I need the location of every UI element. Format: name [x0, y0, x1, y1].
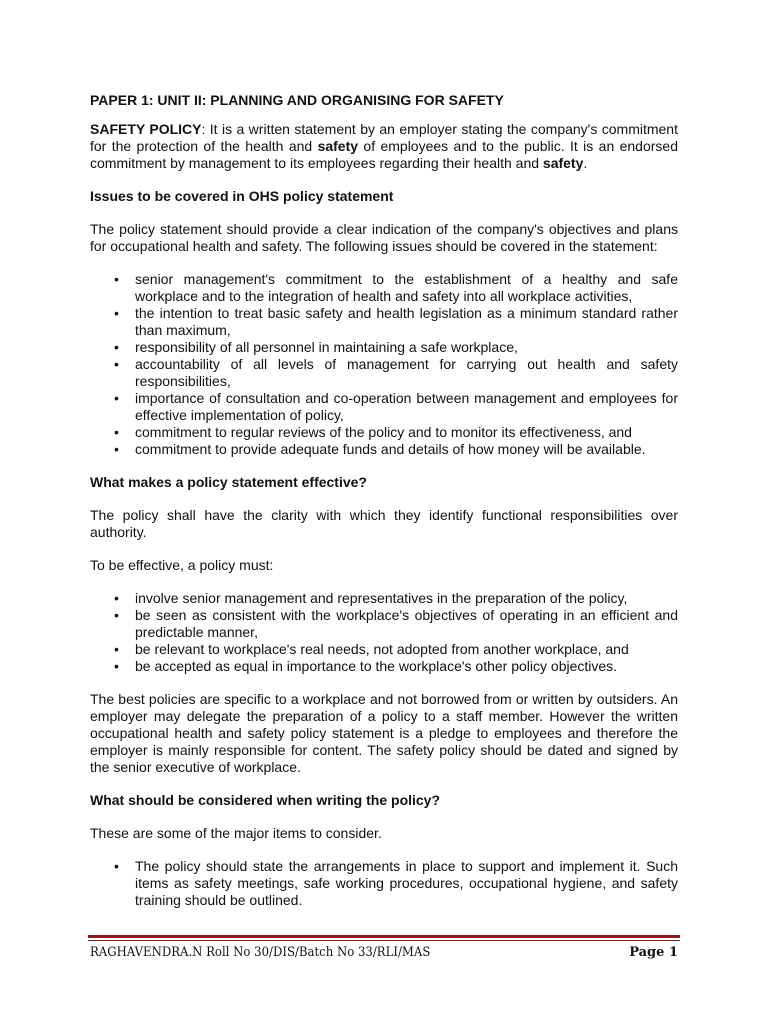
list-item-text: The policy should state the arrangements in place to support and implement it. Such items as safety meetings, safe working procedures, occupational hygiene, and safety training should be outlined.: [135, 858, 678, 908]
list-item: [90, 641, 678, 658]
page-number: Page 1: [629, 945, 678, 960]
footer-author: RAGHAVENDRA.N Roll No 30/DIS/Batch No 33/RLI/MAS: [90, 945, 431, 960]
list-item-text: accountability of all levels of management for carrying out health and safety responsibilities,: [135, 356, 678, 389]
section1-heading: Issues to be covered in OHS policy statement: [90, 188, 394, 204]
list-item: [90, 607, 678, 641]
footer-divider-thick: [88, 935, 680, 938]
intro-text-3: .: [583, 155, 588, 171]
list-item-text: commitment to regular reviews of the policy and to monitor its effectiveness, and: [135, 424, 632, 440]
section1-paragraph: The policy statement should provide a clear indication of the company's objectives and plans for occupational health and safety. The following issues should be covered in the statement:: [90, 221, 678, 254]
list-item: [90, 424, 678, 441]
list-item: [90, 658, 678, 675]
section3-bullet-list: [90, 858, 678, 909]
intro-bold-1: safety: [317, 138, 359, 154]
section3-paragraph: These are some of the major items to consider.: [90, 825, 382, 841]
intro-term: SAFETY POLICY: [90, 121, 202, 137]
section2-paragraph-1: The policy shall have the clarity with which they identify functional responsibilities over authority.: [90, 507, 678, 540]
list-item-text: be relevant to workplace's real needs, not adopted from another workplace, and: [135, 641, 629, 657]
list-item: [90, 441, 678, 458]
bullet-icon: •: [114, 607, 119, 623]
intro-bold-2: safety: [542, 155, 584, 171]
intro-paragraph: [90, 121, 678, 172]
bullet-icon: •: [114, 441, 119, 457]
list-item: [90, 858, 678, 909]
list-item-text: responsibility of all personnel in maintaining a safe workplace,: [135, 339, 518, 355]
list-item-text: importance of consultation and co-operation between management and employees for effective implementation of policy,: [135, 390, 678, 423]
bullet-icon: •: [114, 590, 119, 606]
list-item-text: commitment to provide adequate funds and details of how money will be available.: [135, 441, 646, 457]
list-item: [90, 390, 678, 424]
list-item: [90, 356, 678, 390]
bullet-icon: •: [114, 424, 119, 440]
section1-bullet-list: [90, 271, 678, 458]
footer-divider-thin: [88, 940, 680, 941]
list-item: [90, 305, 678, 339]
list-item: [90, 271, 678, 305]
section2-heading: What makes a policy statement effective?: [90, 474, 367, 490]
bullet-icon: •: [114, 339, 119, 355]
list-item-text: involve senior management and representatives in the preparation of the policy,: [135, 590, 628, 606]
bullet-icon: •: [114, 641, 119, 657]
intro-text-1: It is a written statement by an employer stating the company's commitment for the protection of the health and: [90, 121, 678, 154]
list-item: [90, 339, 678, 356]
intro-colon: :: [201, 121, 206, 137]
document-body: [90, 92, 678, 925]
section2-bullet-list: [90, 590, 678, 675]
bullet-icon: •: [114, 390, 119, 406]
bullet-icon: •: [114, 858, 119, 874]
section3-heading: What should be considered when writing the policy?: [90, 792, 441, 808]
bullet-icon: •: [114, 305, 119, 321]
list-item-text: be seen as consistent with the workplace's objectives of operating in an efficient and predictable manner,: [135, 607, 678, 640]
list-item-text: senior management's commitment to the establishment of a healthy and safe workplace and to the integration of health and safety into all workplace activities,: [135, 271, 678, 304]
bullet-icon: •: [114, 356, 119, 372]
list-item: [90, 590, 678, 607]
bullet-icon: •: [114, 271, 119, 287]
list-item-text: be accepted as equal in importance to the workplace's other policy objectives.: [135, 658, 618, 674]
section2-paragraph-2: To be effective, a policy must:: [90, 557, 274, 573]
section2-paragraph-3: The best policies are specific to a workplace and not borrowed from or written by outsiders. An employer may delegate the preparation of a policy to a staff member. However the written occupational health and safety policy statement is a pledge to employees and therefore the employer is mainly responsible for content. The safety policy should be dated and signed by the senior executive of workplace.: [90, 691, 678, 775]
page-title: PAPER 1: UNIT II: PLANNING AND ORGANISING FOR SAFETY: [90, 92, 504, 108]
list-item-text: the intention to treat basic safety and health legislation as a minimum standard rather than maximum,: [135, 305, 678, 338]
intro-text-2: of employees and to the public. It is an endorsed commitment by management to its employees regarding their health and: [90, 138, 678, 171]
bullet-icon: •: [114, 658, 119, 674]
